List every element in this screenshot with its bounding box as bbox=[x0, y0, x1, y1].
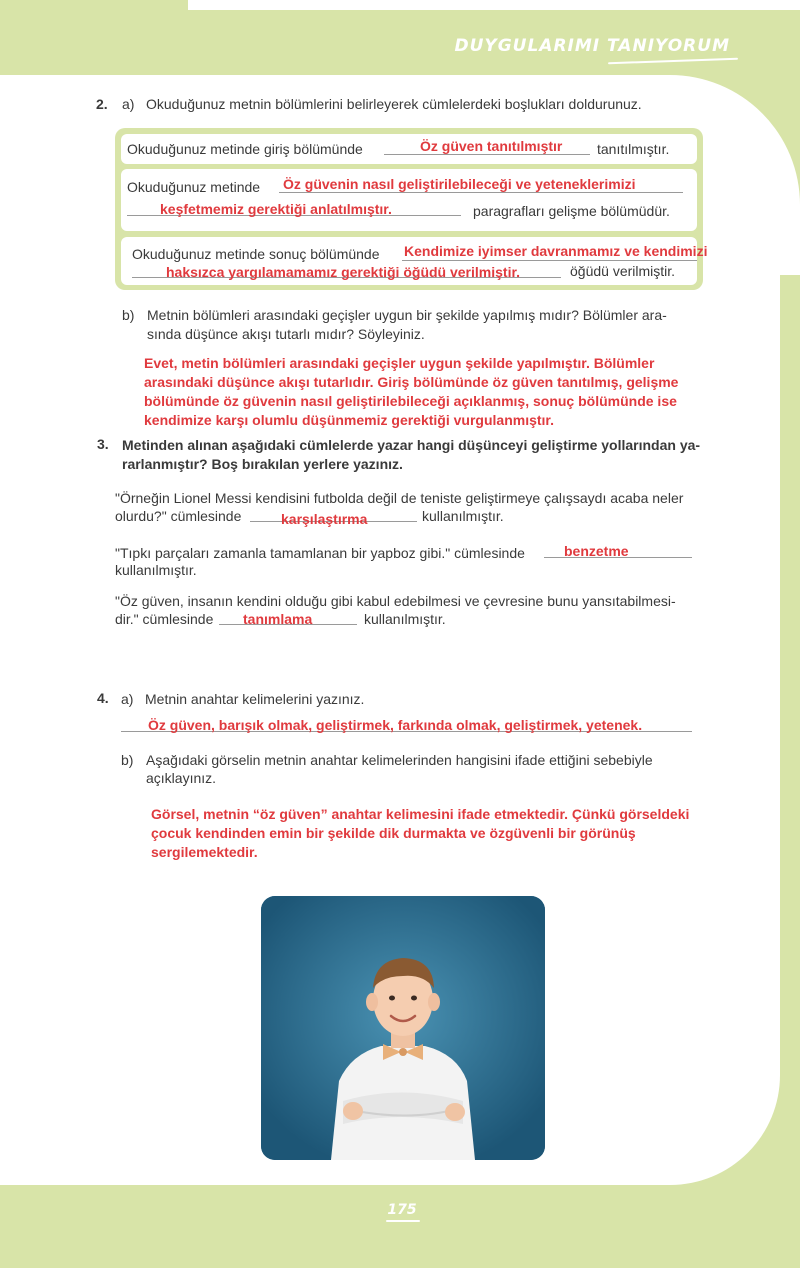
sentence-1-prefix: olurdu?" cümlesinde bbox=[115, 508, 242, 524]
answer-2b-line-4: kendimize karşı olumlu düşünmemiz gerektiği vurgulanmıştır. bbox=[144, 412, 554, 428]
question-2b-label: b) bbox=[122, 307, 135, 323]
row1-prefix: Okuduğunuz metinde giriş bölümünde bbox=[127, 141, 363, 157]
question-2a-text: Okuduğunuz metnin bölümlerini belirleyerek cümlelerdeki boşlukları doldurunuz. bbox=[146, 96, 642, 112]
page-number-swoosh bbox=[386, 1220, 420, 1222]
question-4b-text-2: açıklayınız. bbox=[146, 770, 217, 786]
row2-prefix: Okuduğunuz metinde bbox=[127, 179, 261, 195]
sentence-3-suffix: kullanılmıştır. bbox=[364, 611, 446, 627]
sentence-2-prefix: "Tıpkı parçaları zamanla tamamlanan bir yapboz gibi." cümlesinde bbox=[115, 545, 525, 561]
sentence-1-suffix: kullanılmıştır. bbox=[422, 508, 504, 524]
sentence-3-line-1: "Öz güven, insanın kendini olduğu gibi kabul edebilmesi ve çevresine bunu yansıtabilmesi- bbox=[115, 593, 676, 609]
sentence-1-line-1: "Örneğin Lionel Messi kendisini futbolda değil de teniste geliştirmeye çalışsaydı acaba neler bbox=[115, 490, 684, 506]
row2-answer-2: keşfetmemiz gerektiği anlatılmıştır. bbox=[160, 201, 392, 217]
answer-2b-line-1: Evet, metin bölümleri arasındaki geçişler uygun şekilde yapılmıştır. Bölümler bbox=[144, 355, 655, 371]
row3-prefix: Okuduğunuz metinde sonuç bölümünde bbox=[132, 246, 380, 262]
row3-suffix: öğüdü verilmiştir. bbox=[570, 263, 676, 279]
row1-suffix: tanıtılmıştır. bbox=[597, 141, 670, 157]
boy-photo bbox=[261, 896, 545, 1160]
row2-suffix: paragrafları gelişme bölümüdür. bbox=[473, 203, 670, 219]
answer-2b-line-2: arasındaki düşünce akışı tutarlıdır. Giriş bölümünde öz güven tanıtılmış, gelişme bbox=[144, 374, 679, 390]
question-4b-text-1: Aşağıdaki görselin metnin anahtar kelimelerinden hangisini ifade ettiğini sebebiyle bbox=[146, 752, 653, 768]
page-number: 175 bbox=[387, 1202, 417, 1218]
sentence-1-answer: karşılaştırma bbox=[281, 511, 368, 527]
sentence-3-prefix: dir." cümlesinde bbox=[115, 611, 214, 627]
answer-4b-line-2: çocuk kendinden emin bir şekilde dik durmakta ve özgüvenli bir görünüş bbox=[151, 825, 636, 841]
top-white-strip bbox=[188, 0, 800, 10]
question-2b-text-1: Metnin bölümleri arasındaki geçişler uygun bir şekilde yapılmış mıdır? Bölümler ara- bbox=[147, 307, 667, 323]
row3-answer-1: Kendimize iyimser davranmamız ve kendimizi bbox=[404, 243, 708, 259]
row1-answer: Öz güven tanıtılmıştır bbox=[420, 138, 563, 154]
row2-answer-1: Öz güvenin nasıl geliştirilebileceği ve yeteneklerimizi bbox=[283, 176, 636, 192]
boy-illustration bbox=[261, 896, 545, 1160]
chapter-title: DUYGULARIMI TANIYORUM bbox=[454, 36, 730, 56]
sentence-3-answer: tanımlama bbox=[243, 611, 313, 627]
question-2a-label: a) bbox=[122, 96, 135, 112]
question-3-number: 3. bbox=[97, 436, 109, 452]
answer-4b-line-3: sergilemektedir. bbox=[151, 844, 258, 860]
question-4a-label: a) bbox=[121, 691, 134, 707]
question-2b-text-2: sında düşünce akışı tutarlı mıdır? Söyleyiniz. bbox=[147, 326, 425, 342]
sentence-2-answer: benzetme bbox=[564, 543, 629, 559]
answer-4a: Öz güven, barışık olmak, geliştirmek, farkında olmak, geliştirmek, yetenek. bbox=[148, 717, 643, 733]
question-4b-label: b) bbox=[121, 752, 134, 768]
question-3-text-2: rarlanmıştır? Boş bırakılan yerlere yazınız. bbox=[122, 456, 403, 472]
row3-answer-2: haksızca yargılamamamız gerektiği öğüdü verilmiştir. bbox=[166, 264, 521, 280]
question-4-number: 4. bbox=[97, 690, 109, 706]
answer-2b-line-3: bölümünde öz güvenin nasıl geliştirilebileceği açıklanmış, sonuç bölümünde ise bbox=[144, 393, 677, 409]
question-3-text-1: Metinden alınan aşağıdaki cümlelerde yazar hangi düşünceyi geliştirme yollarından ya- bbox=[122, 437, 701, 453]
answer-4b-line-1: Görsel, metnin “öz güven” anahtar kelimesini ifade etmektedir. Çünkü görseldeki bbox=[151, 806, 690, 822]
question-4a-text: Metnin anahtar kelimelerini yazınız. bbox=[145, 691, 365, 707]
sentence-2-line-2: kullanılmıştır. bbox=[115, 562, 197, 578]
question-2-number: 2. bbox=[96, 96, 108, 112]
